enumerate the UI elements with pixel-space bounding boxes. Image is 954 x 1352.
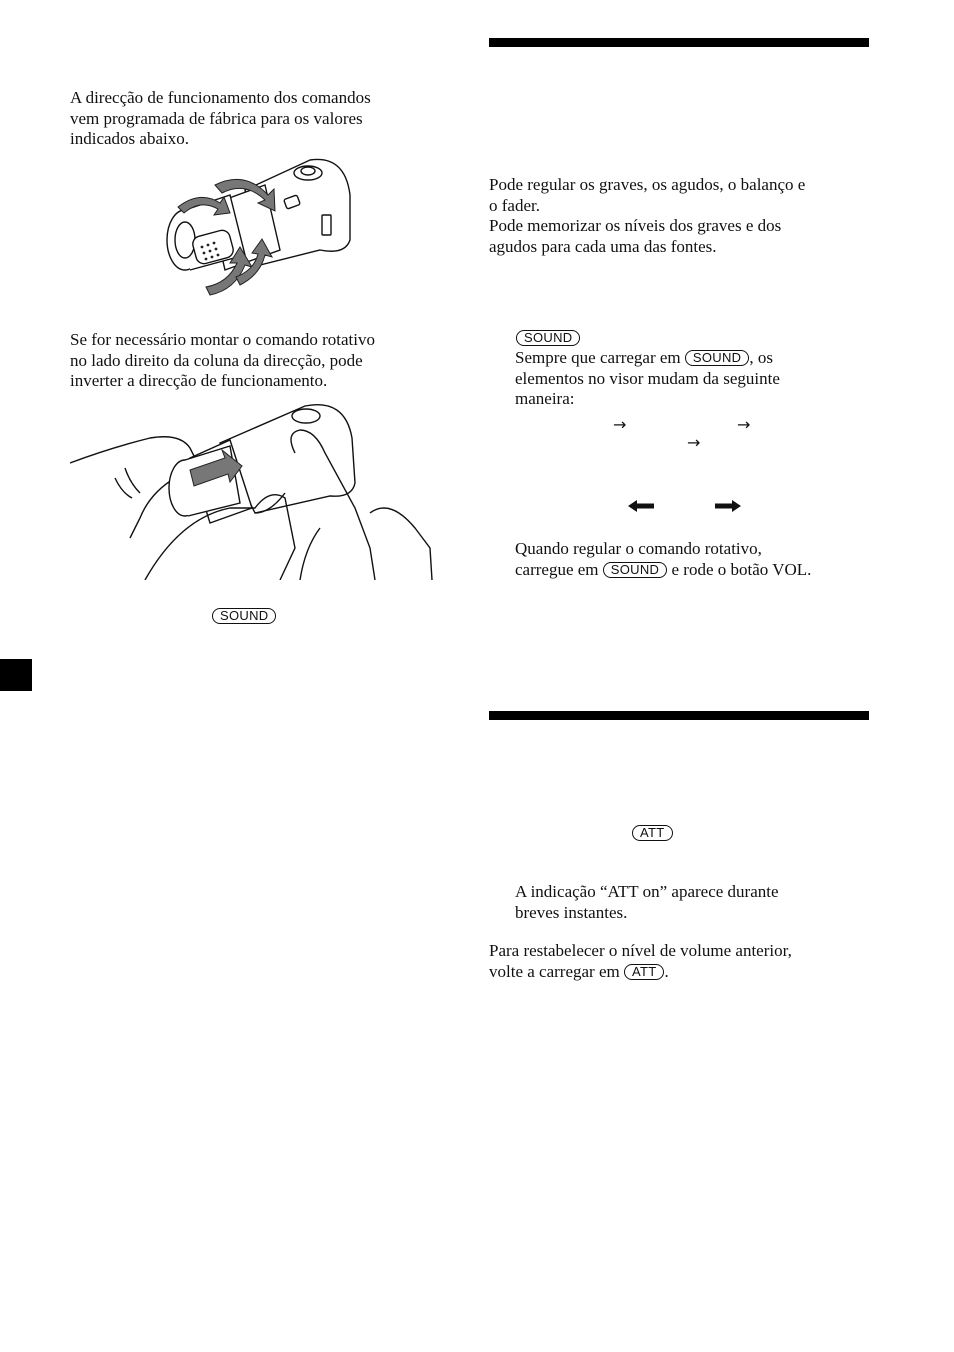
restore-post-text: .	[664, 961, 669, 981]
text-line: A indicação “ATT on” aparece durante	[515, 882, 779, 901]
text-line: inverter a direcção de funcionamento.	[70, 371, 328, 390]
text-line	[515, 348, 875, 369]
sound-intro-paragraph	[489, 175, 874, 257]
att-key-caption	[632, 823, 673, 844]
att-note	[515, 882, 875, 923]
right-arrow-icon	[715, 500, 741, 512]
rotary-pre-text: carregue em	[515, 559, 599, 579]
text-line: breves instantes.	[515, 902, 628, 922]
section-rule-sound	[489, 38, 869, 47]
step-pre-text: Sempre que carregar em	[515, 348, 681, 367]
text-line	[489, 962, 874, 983]
rotary-post-text: e rode o botão VOL.	[671, 559, 812, 579]
text-line: Pode memorizar os níveis dos graves e dos	[489, 216, 782, 235]
text-line: vem programada de fábrica para os valores	[70, 108, 363, 128]
sound-step-text	[515, 348, 875, 410]
sound-step-key	[516, 328, 580, 349]
sound-button-icon: SOUND	[685, 350, 749, 366]
direction-intro-paragraph	[70, 88, 440, 150]
sound-button-icon: SOUND	[212, 608, 276, 624]
att-button-icon: ATT	[632, 825, 673, 841]
left-arrow-icon	[628, 500, 654, 512]
rotary-note	[515, 539, 875, 580]
text-line: A direcção de funcionamento dos comandos	[70, 88, 371, 107]
text-line	[515, 560, 875, 581]
text-line: agudos para cada uma das fontes.	[489, 236, 717, 256]
text-line: o fader.	[489, 195, 540, 215]
text-line: Se for necessário montar o comando rotativo	[70, 330, 375, 349]
text-line: Para restabelecer o nível de volume anterior,	[489, 941, 792, 960]
page-side-tab	[0, 659, 32, 691]
text-line: maneira:	[515, 389, 575, 408]
sound-button-icon: SOUND	[516, 330, 580, 346]
step-post-text: , os	[749, 348, 773, 367]
right-arrow-icon: →	[613, 415, 627, 434]
rotary-commander-illustration	[160, 155, 360, 305]
reverse-direction-paragraph	[70, 330, 440, 392]
text-line: elementos no visor mudam da seguinte	[515, 368, 780, 388]
text-line: Pode regular os graves, os agudos, o balanço e	[489, 175, 806, 194]
text-line: no lado direito da coluna da direcção, pode	[70, 350, 363, 370]
section-rule-att	[489, 711, 869, 720]
sound-button-icon: SOUND	[603, 562, 667, 578]
restore-pre-text: volte a carregar em	[489, 961, 620, 981]
text-line: indicados abaixo.	[70, 129, 189, 148]
att-restore-paragraph	[489, 941, 874, 982]
hand-press-illustration	[70, 398, 436, 580]
right-arrow-icon: →	[737, 415, 751, 434]
att-button-icon: ATT	[624, 964, 665, 980]
right-arrow-icon: →	[687, 433, 701, 452]
sound-key-caption	[212, 606, 276, 627]
text-line: Quando regular o comando rotativo,	[515, 539, 762, 558]
